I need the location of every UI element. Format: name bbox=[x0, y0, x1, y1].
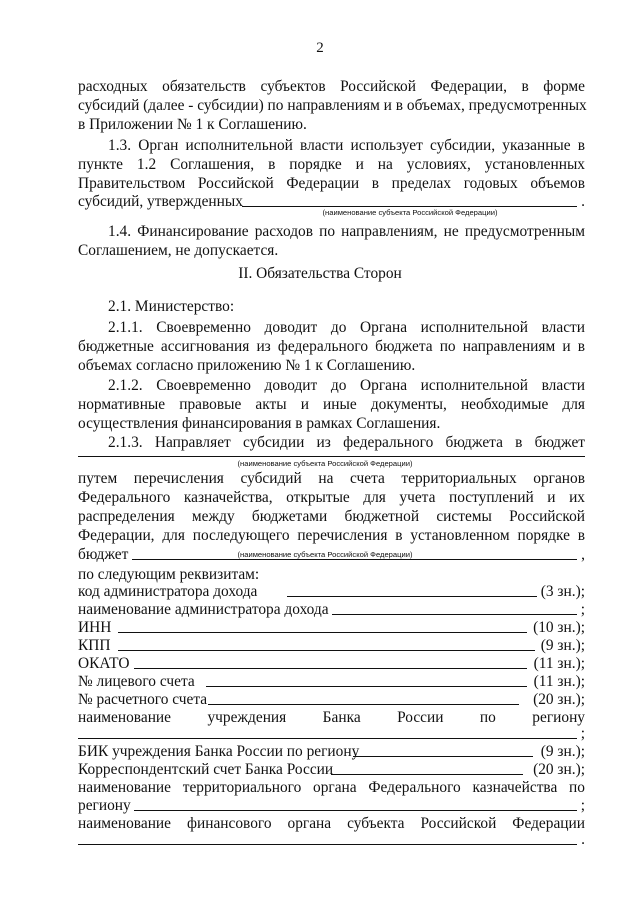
fill-in-line bbox=[353, 756, 533, 757]
fin-organ-fill-row bbox=[78, 830, 585, 849]
requisite-row bbox=[78, 582, 585, 601]
bank-name-line: наименование учреждения Банка России по региону bbox=[78, 709, 585, 726]
requisite-label: код администратора дохода bbox=[78, 583, 258, 600]
paragraph-line: расходных обязательств субъектов Российской Федерации, в форме bbox=[78, 78, 585, 95]
bank-fill-row bbox=[78, 724, 585, 743]
fill-in-line bbox=[287, 596, 537, 597]
clause-1-3-suffix: . bbox=[581, 193, 585, 210]
requisite-label: региону bbox=[78, 797, 131, 814]
clause-1-4-line: Соглашением, не допускается. bbox=[78, 242, 279, 259]
section-title: II. Обязательства Сторон bbox=[238, 265, 402, 282]
requisite-row bbox=[78, 654, 585, 673]
requisite-suffix: (9 зн.); bbox=[540, 637, 585, 654]
requisite-suffix: ; bbox=[580, 797, 585, 814]
clause-2-1-2-line: 2.1.2. Своевременно доводит до Органа исполнительной власти bbox=[108, 377, 585, 394]
caption: (наименование субъекта Российской Федерации) bbox=[237, 550, 413, 559]
fill-in-line bbox=[208, 704, 519, 705]
fill-in-line bbox=[118, 650, 535, 651]
clause-1-3-line: пункте 1.2 Соглашения, в порядке и на условиях, установленных bbox=[78, 156, 585, 173]
fill-in-line bbox=[78, 844, 577, 845]
fill-in-line bbox=[331, 774, 523, 775]
fill-in-line bbox=[206, 686, 527, 687]
treasury-line: наименование территориального органа Федерального казначейства по bbox=[78, 779, 585, 796]
region-row bbox=[78, 796, 585, 815]
requisite-label: № расчетного счета bbox=[78, 691, 208, 708]
requisite-row bbox=[78, 690, 585, 709]
requisite-row bbox=[78, 672, 585, 691]
requisites-intro: по следующим реквизитам: bbox=[78, 566, 260, 583]
fill-in-line bbox=[118, 632, 527, 633]
requisite-suffix: (3 зн.); bbox=[540, 583, 585, 600]
caption: (наименование субъекта Российской Федерации) bbox=[237, 459, 413, 468]
clause-2-1: 2.1. Министерство: bbox=[108, 298, 235, 315]
requisite-row bbox=[78, 618, 585, 637]
clause-2-1-1-line: бюджетные ассигнования из федерального бюджета по направлениям и в bbox=[78, 338, 585, 355]
requisite-label: КПП bbox=[78, 637, 111, 654]
clause-1-3-prefix: субсидий, утвержденных bbox=[78, 193, 243, 210]
bank-suffix: ; bbox=[580, 725, 585, 742]
budget-suffix: , bbox=[581, 546, 585, 563]
requisite-label: БИК учреждения Банка России по региону bbox=[78, 743, 360, 760]
fill-in-line bbox=[78, 738, 577, 739]
requisite-label: ОКАТО bbox=[78, 655, 130, 672]
requisite-row bbox=[78, 600, 585, 619]
requisite-label: ИНН bbox=[78, 619, 112, 636]
caption: (наименование субъекта Российской Федерации) bbox=[322, 208, 498, 217]
fill-in-line bbox=[332, 614, 577, 615]
clause-1-3-line: Правительством Российской Федерации в пределах годовых объемов bbox=[78, 175, 585, 192]
clause-2-1-3-line: путем перечисления субсидий на счета территориальных органов bbox=[78, 470, 585, 487]
requisite-label: Корреспондентский счет Банка России bbox=[78, 761, 334, 778]
fill-in-line bbox=[134, 810, 577, 811]
clause-2-1-3-line: распределения между бюджетами бюджетной системы Российской bbox=[78, 508, 585, 525]
page-number: 2 bbox=[316, 40, 324, 56]
corr-account-row bbox=[78, 760, 585, 779]
requisite-suffix: (11 зн.); bbox=[533, 673, 585, 690]
requisite-suffix: (9 зн.); bbox=[540, 743, 585, 760]
clause-2-1-1-line: 2.1.1. Своевременно доводит до Органа исполнительной власти bbox=[108, 319, 585, 336]
requisite-row bbox=[78, 636, 585, 655]
requisite-suffix: ; bbox=[580, 601, 585, 618]
bik-row bbox=[78, 742, 585, 761]
clause-2-1-1-line: объемах согласно приложению № 1 к Соглашению. bbox=[78, 357, 416, 374]
clause-2-1-3-line: Федерального казначейства, открытые для учета поступлений и их bbox=[78, 489, 585, 506]
requisite-suffix: (10 зн.); bbox=[533, 619, 585, 636]
clause-1-4-line: 1.4. Финансирование расходов по направлениям, не предусмотренным bbox=[108, 223, 585, 240]
clause-1-3-line: 1.3. Орган исполнительной власти использует субсидии, указанные в bbox=[108, 137, 585, 154]
paragraph-line: в Приложении № 1 к Соглашению. bbox=[78, 116, 307, 133]
fill-in-line bbox=[132, 559, 577, 560]
requisite-suffix: (20 зн.); bbox=[533, 761, 585, 778]
fill-in-line bbox=[78, 456, 585, 457]
clause-2-1-3-line: Федерации, для последующего перечисления в установленном порядке в bbox=[78, 527, 585, 544]
fill-in-line bbox=[242, 206, 577, 207]
fin-organ-suffix: . bbox=[581, 831, 585, 848]
clause-2-1-2-line: осуществления финансирования в рамках Соглашения. bbox=[78, 415, 441, 432]
fill-in-line bbox=[134, 668, 527, 669]
clause-2-1-3-line: 2.1.3. Направляет субсидии из федерального бюджета в бюджет bbox=[108, 434, 585, 451]
requisite-label: № лицевого счета bbox=[78, 673, 195, 690]
requisite-label: наименование администратора дохода bbox=[78, 601, 329, 618]
budget-prefix: бюджет bbox=[78, 546, 129, 563]
requisite-suffix: (20 зн.); bbox=[533, 691, 585, 708]
paragraph-line: субсидий (далее - субсидии) по направлениям и в объемах, предусмотренных bbox=[78, 97, 587, 114]
fin-organ-line: наименование финансового органа субъекта Российской Федерации bbox=[78, 815, 585, 832]
clause-2-1-2-line: нормативные правовые акты и иные документы, необходимые для bbox=[78, 396, 585, 413]
requisite-suffix: (11 зн.); bbox=[533, 655, 585, 672]
